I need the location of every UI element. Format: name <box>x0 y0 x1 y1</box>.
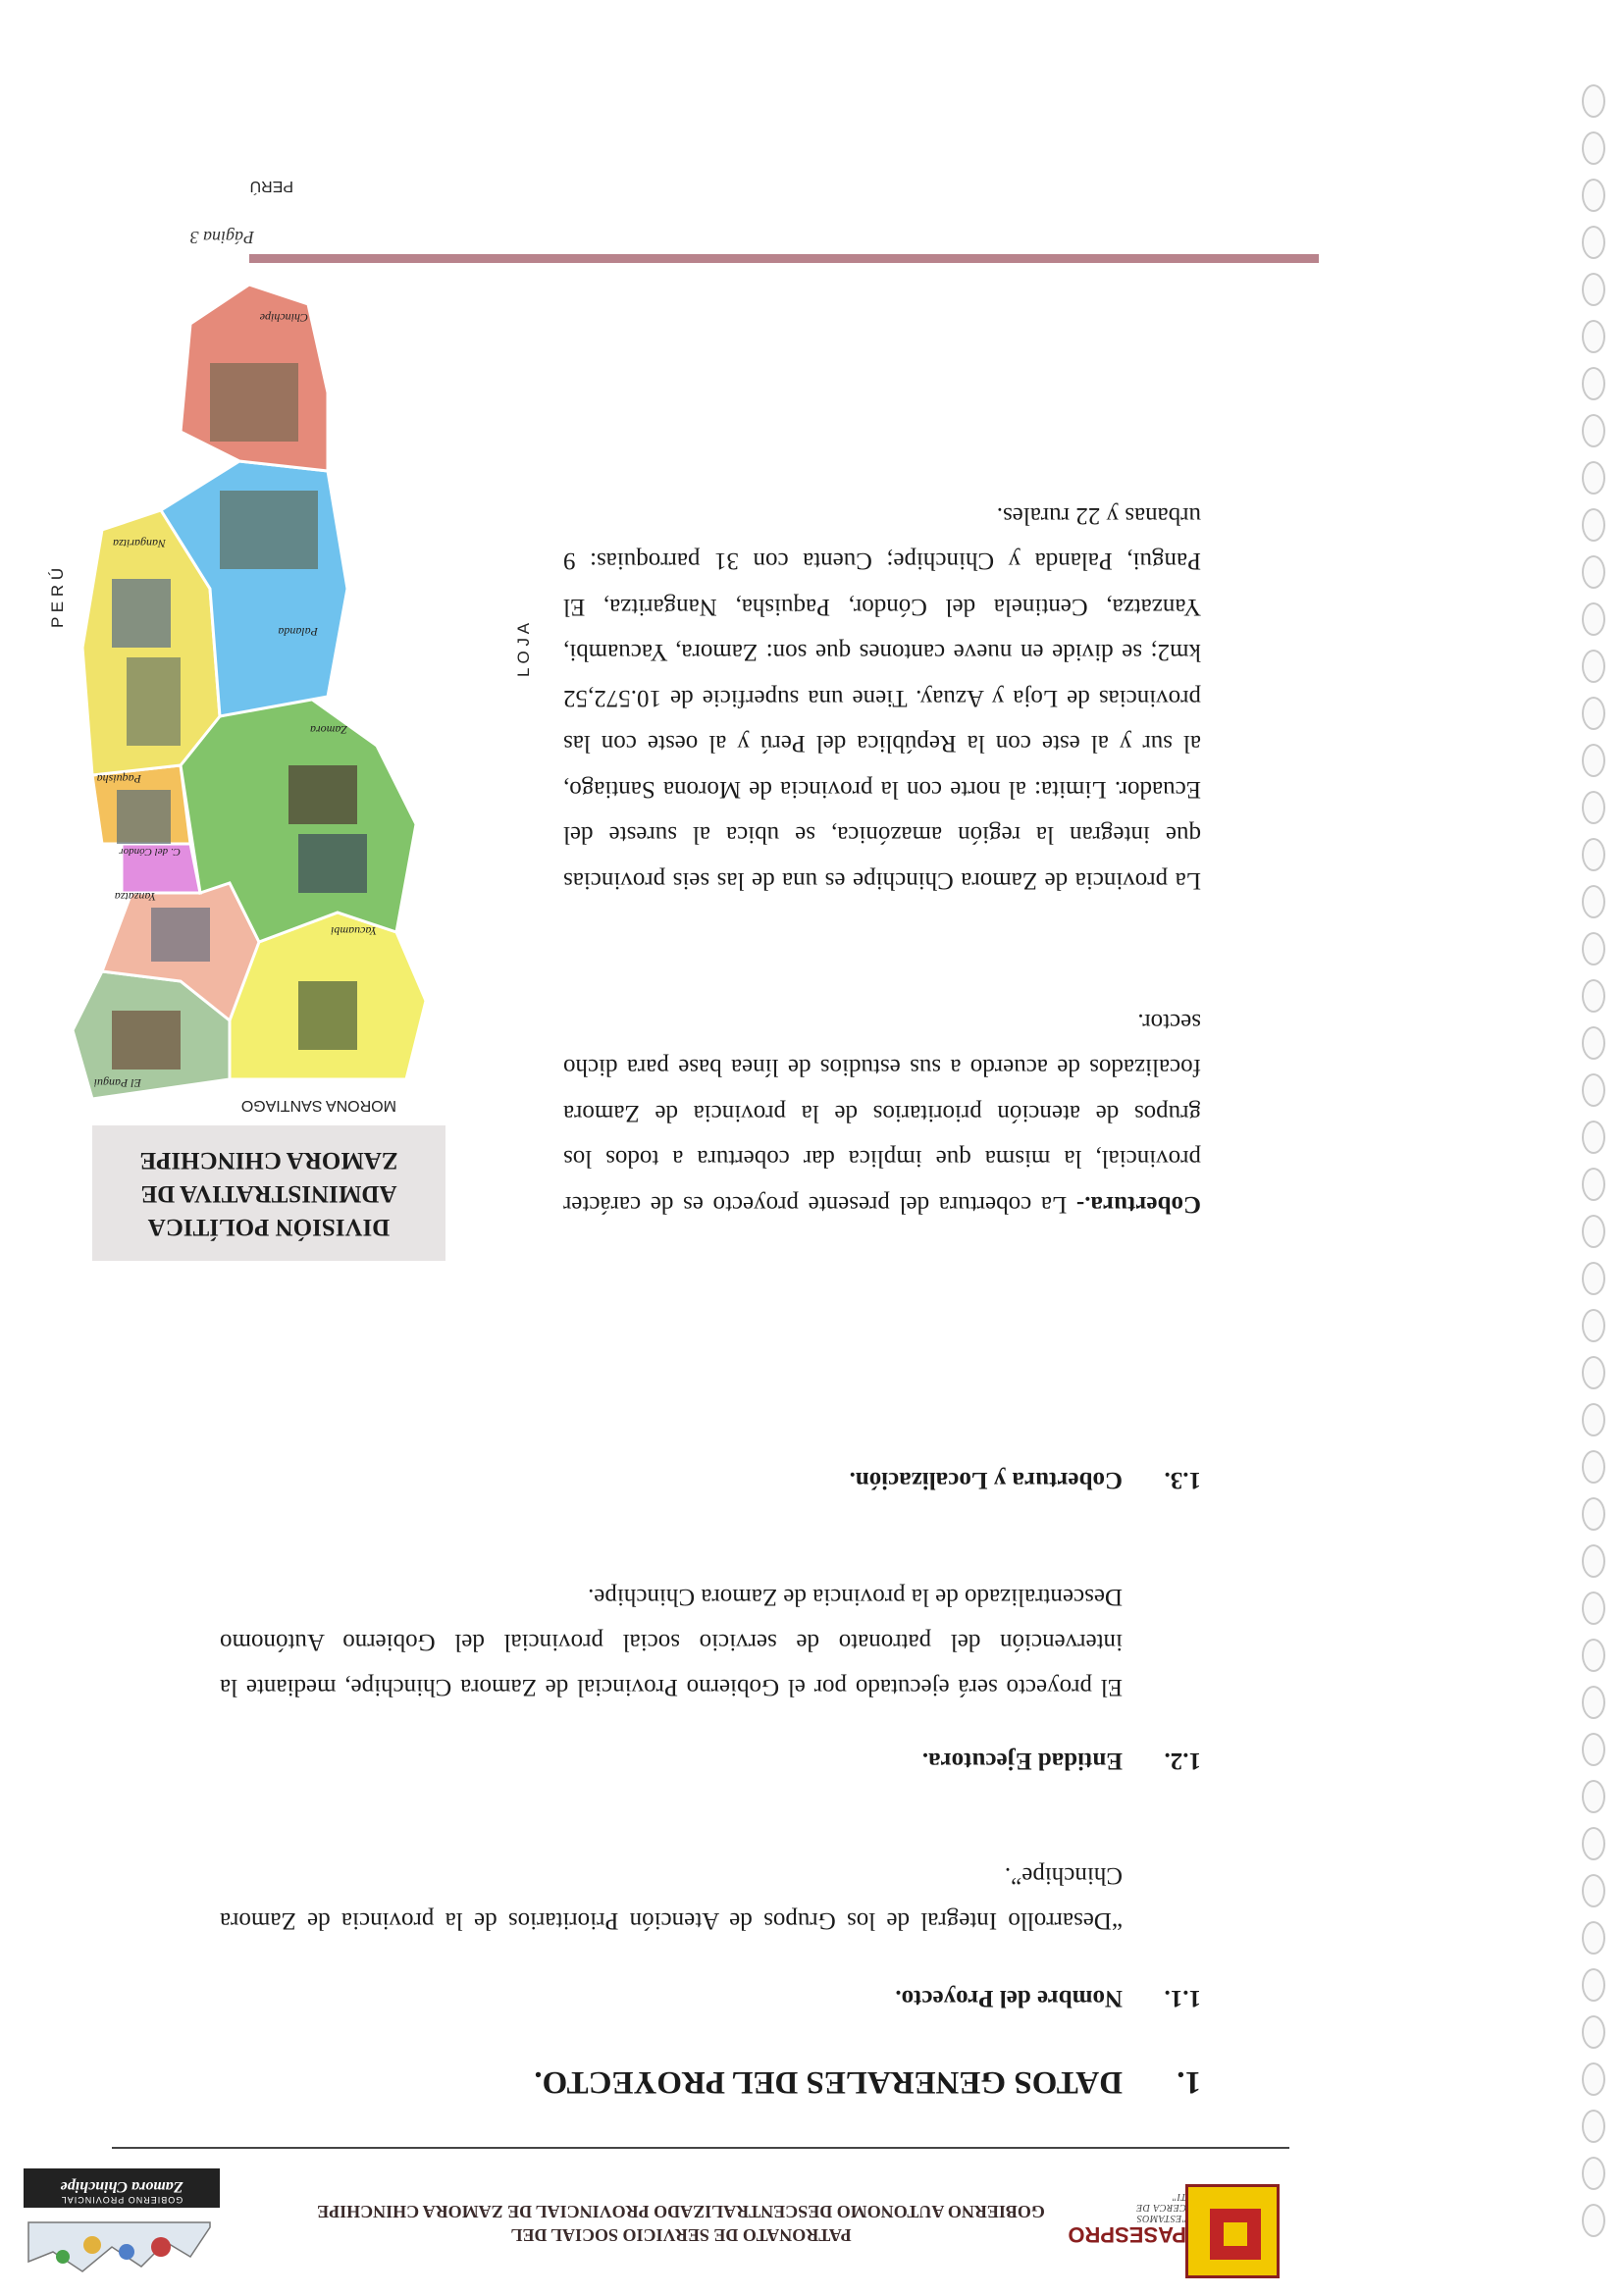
subsection-1-1-heading <box>895 1984 1201 2011</box>
binder-hole <box>1582 1073 1605 1107</box>
canton-photo-nangaritza-1 <box>127 657 181 746</box>
pasespro-logo <box>1068 2149 1289 2286</box>
subsection-number: 1.1. <box>1164 1985 1201 2011</box>
canton-label-yacuambi: Yacuambi <box>331 924 377 938</box>
subsection-title: Nombre del Proyecto. <box>895 1985 1123 2011</box>
map-label-south: PERÚ <box>249 178 293 194</box>
section-heading <box>534 2063 1201 2100</box>
letterhead-line-1: PATRONATO DE SERVICIO SOCIAL DEL <box>510 2225 852 2245</box>
map-label-east: P E R Ú <box>48 567 67 628</box>
canton-photo-chinchipe <box>210 363 298 442</box>
province-map <box>43 177 553 1138</box>
canton-photo-zamora-2 <box>288 765 357 824</box>
binder-hole <box>1582 1968 1605 2002</box>
map-title-line-1: DIVISIÓN POLÍTICA <box>147 1214 391 1240</box>
section-number: 1. <box>1177 2064 1201 2100</box>
coverage-text: La cobertura del presente proyecto es de carácter provincial, la misma que implica dar cobertura a todos los grupos de atención prioritarios de la provincia de Zamora focalizados de acuerdo a sus estudios de línea base para dicho sector. <box>562 1009 1201 1218</box>
map-title <box>92 1125 445 1261</box>
canton-label-palanda: Palanda <box>278 625 318 639</box>
executing-entity-paragraph: El proyecto será ejecutado por el Gobierno Provincial de Zamora Chinchipe, mediante la intervención del patronato de servicio social provincial del Gobierno Autónomo Descentralizado de la provincia de Zamora Chinchipe. <box>220 1584 1123 1700</box>
binder-hole <box>1582 131 1605 165</box>
header-divider <box>112 2147 1289 2149</box>
binder-hole <box>1582 226 1605 259</box>
binder-hole <box>1582 1921 1605 1955</box>
binder-hole <box>1582 2204 1605 2237</box>
binder-hole <box>1582 179 1605 212</box>
map-title-line-2: ADMINISTRATIVA DE <box>140 1180 397 1207</box>
letterhead-line-2: GOBIERNO AUTONOMO DESCENTRALIZADO PROVINCIAL DE ZAMORA CHINCHIPE <box>317 2202 1045 2221</box>
subsection-title: Entidad Ejecutora. <box>921 1748 1123 1774</box>
binder-hole <box>1582 414 1605 447</box>
canton-photo-palanda <box>220 491 318 569</box>
binder-hole <box>1582 508 1605 542</box>
binder-hole <box>1582 1733 1605 1766</box>
binder-hole <box>1582 885 1605 918</box>
coverage-lead: Cobertura.- <box>1075 1191 1201 1218</box>
letterhead <box>14 2149 1289 2286</box>
binder-hole <box>1582 1497 1605 1531</box>
binder-holes <box>1566 59 1605 2237</box>
binder-hole <box>1582 1026 1605 1060</box>
project-name-paragraph: “Desarrollo Integral de los Grupos de Atención Prioritarios de la provincia de Zamora Chinchipe”. <box>220 1862 1123 1934</box>
canton-photo-zamora-1 <box>298 834 367 893</box>
canton-label-nangaritza: Nangaritza <box>112 537 166 550</box>
binder-hole <box>1582 1121 1605 1154</box>
map-label-north: MORONA SANTIAGO <box>240 1097 396 1114</box>
pasespro-tagline: "ESTAMOS CERCA DE TI" <box>1135 2191 1186 2223</box>
canton-photo-paquisha <box>117 790 171 844</box>
footer-rule <box>249 254 1319 263</box>
canton-photo-yanzatza <box>151 908 210 962</box>
canton-label-centinela: C. del Cóndor <box>119 846 181 858</box>
binder-hole <box>1582 791 1605 824</box>
subsection-number: 1.2. <box>1164 1748 1201 1774</box>
binder-hole <box>1582 1544 1605 1578</box>
binder-hole <box>1582 1592 1605 1625</box>
binder-hole <box>1582 461 1605 495</box>
binder-hole <box>1582 367 1605 400</box>
canton-label-el-pangui: El Pangui <box>93 1076 141 1090</box>
page-number: Página 3 <box>189 228 254 247</box>
binder-hole <box>1582 1262 1605 1295</box>
binder-hole <box>1582 697 1605 730</box>
canton-photo-nangaritza-2 <box>112 579 171 648</box>
binder-hole <box>1582 273 1605 306</box>
binder-hole <box>1582 932 1605 965</box>
map-label-west: L O J A <box>514 622 533 677</box>
subsection-1-2-heading <box>922 1747 1201 1774</box>
canton-photo-yacuambi <box>298 981 357 1050</box>
binder-hole <box>1582 2110 1605 2143</box>
province-illustration-icon <box>24 2218 220 2286</box>
provincial-badge <box>24 2168 220 2208</box>
binder-hole <box>1582 555 1605 589</box>
canton-label-zamora: Zamora <box>309 723 347 737</box>
subsection-number: 1.3. <box>1164 1467 1201 1493</box>
binder-hole <box>1582 320 1605 353</box>
binder-hole <box>1582 2062 1605 2096</box>
binder-hole <box>1582 602 1605 636</box>
binder-hole <box>1582 2015 1605 2049</box>
section-title: DATOS GENERALES DEL PROYECTO. <box>534 2064 1123 2100</box>
badge-province-name: Zamora Chinchipe <box>60 2178 183 2195</box>
subsection-title: Cobertura y Localización. <box>849 1467 1123 1493</box>
binder-hole <box>1582 979 1605 1013</box>
binder-hole <box>1582 84 1605 118</box>
subsection-1-3-heading <box>850 1466 1201 1493</box>
binder-hole <box>1582 1874 1605 1907</box>
binder-hole <box>1582 1780 1605 1813</box>
binder-hole <box>1582 838 1605 871</box>
canton-label-chinchipe: Chinchipe <box>259 311 308 325</box>
canton-photo-el-pangui <box>112 1011 181 1070</box>
binder-hole <box>1582 1168 1605 1201</box>
letterhead-title <box>249 2200 1113 2247</box>
province-paragraph: La provincia de Zamora Chinchipe es una de las seis provincias que integran la región amazónica, se ubica al sureste del Ecuador. Limita: al norte con la provincia de Morona Santiago, al sur y al este con la República del Perú y al oeste con las provincias de Loja y Azuay. Tiene una superficie de 10.572,52 km2; se divide en nueve cantones que son: Zamora, Yacuambi, Yanzatza, Centinela del Cóndor, Paquisha, Nangaritza, El Pangui, Palanda y Chinchipe; Cuenta con 31 parroquias: 9 urbanas y 22 rurales. <box>563 502 1201 894</box>
binder-hole <box>1582 1686 1605 1719</box>
binder-hole <box>1582 1356 1605 1389</box>
canton-label-paquisha: Paquisha <box>96 772 141 786</box>
badge-top-line: GOBIERNO PROVINCIAL <box>60 2195 183 2205</box>
binder-hole <box>1582 1450 1605 1484</box>
binder-hole <box>1582 1215 1605 1248</box>
binder-hole <box>1582 650 1605 683</box>
binder-hole <box>1582 1827 1605 1860</box>
pasespro-emblem-icon <box>1185 2184 1280 2278</box>
pasespro-name: PASESPRO <box>1068 2222 1186 2247</box>
binder-hole <box>1582 1309 1605 1342</box>
binder-hole <box>1582 1403 1605 1436</box>
map-title-line-3: ZAMORA CHINCHIPE <box>139 1147 398 1174</box>
provincial-government-logo <box>14 2149 230 2286</box>
binder-hole <box>1582 744 1605 777</box>
coverage-paragraph <box>563 999 1201 1227</box>
binder-hole <box>1582 1639 1605 1672</box>
canton-label-yanzatza: Yanzatza <box>114 890 156 904</box>
binder-hole <box>1582 2157 1605 2190</box>
